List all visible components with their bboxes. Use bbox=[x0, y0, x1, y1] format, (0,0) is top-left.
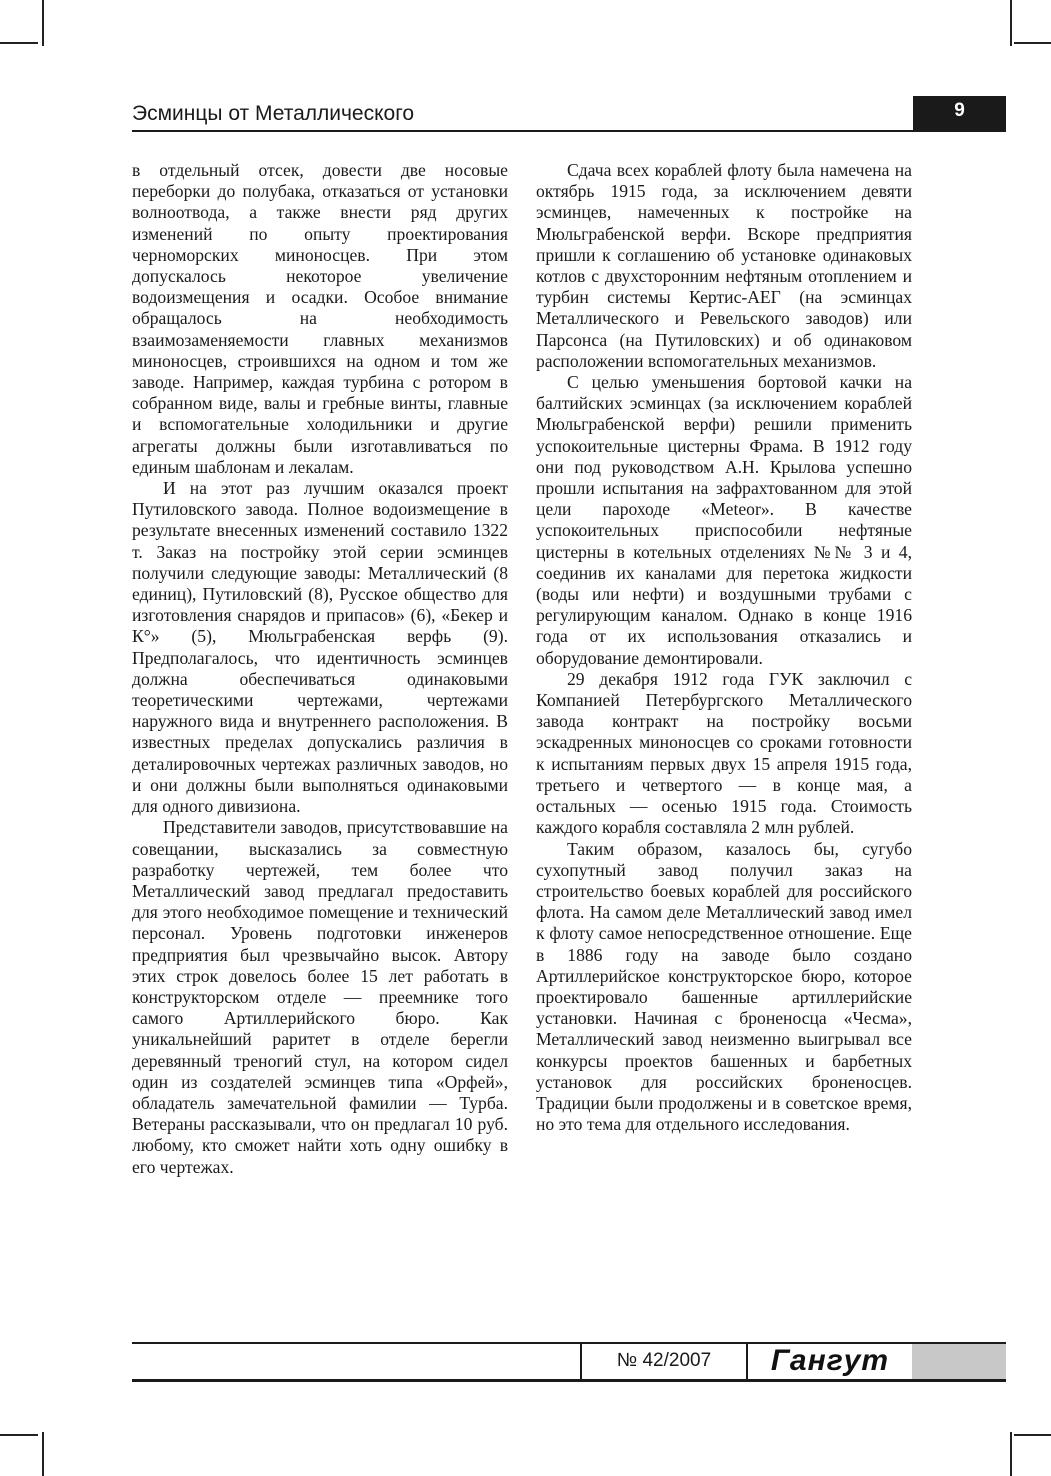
paragraph: Сдача всех кораблей флоту была намечена на октябрь 1915 года, за исключением девяти эсминцев, намеченных к постройке на Мюльграбенской верфи. Вскоре предприятия пришли к соглашению об установке одинаковых котлов с двухсторонним нефтяным отоплением и турбин системы Кертис-АЕГ (на эсминцах Металлического и Ревельского заводов) или Парсонса (на Путиловских) и об одинаковом расположении вспомогательных механизмов. bbox=[536, 160, 912, 371]
crop-mark bbox=[1010, 0, 1012, 46]
paragraph: Представители заводов, присутствовавшие на совещании, высказались за совместную разработку чертежей, тем более что Металлический завод предлагал предоставить для этого необходимое помещение и технический персонал. Уровень подготовки инженеров предприятия был чрезвычайно высок. Автору этих строк довелось более 15 лет работать в конструкторском отделе — преемнике того самого Артиллерийского бюро. Как уникальнейший раритет в отделе берегли деревянный треногий стул, на котором сидел один из создателей эсминцев типа «Орфей», обладатель замечательной фамилии — Турба. Ветераны рассказывали, что он предлагал 10 руб. любому, кто сможет найти хоть одну ошибку в его чертежах. bbox=[132, 817, 508, 1177]
magazine-logo: Гангут bbox=[770, 1344, 890, 1377]
footer-bottom-rule bbox=[132, 1379, 1006, 1382]
right-column bbox=[536, 160, 912, 1135]
footer-gray-block bbox=[912, 1344, 1006, 1380]
page-number: 9 bbox=[913, 96, 1006, 132]
paragraph: Таким образом, казалось бы, сугубо сухопутный завод получил заказ на строительство боевых кораблей для российского флота. На самом деле Металлический завод имел к флоту самое непосредственное отношение. Еще в 1886 году на заводе было создано Артиллерийское конструкторское бюро, которое проектировало башенные артиллерийские установки. Начиная с броненосца «Чесма», Металлический завод неизменно выигрывал все конкурсы проектов башенных и барбетных установок для российских броненосцев. Традиции были продолжены и в советское время, но это тема для отдельного исследования. bbox=[536, 838, 912, 1135]
paragraph: 29 декабря 1912 года ГУК заключил с Компанией Петербургского Металлического завода контракт на постройку восьми эскадренных миноносцев со сроками готовности к испытаниям первых двух 15 апреля 1915 года, третьего и четвертого — в конце мая, а остальных — осенью 1915 года. Стоимость каждого корабля составляла 2 млн рублей. bbox=[536, 668, 912, 838]
paragraph: С целью уменьшения бортовой качки на балтийских эсминцах (за исключением кораблей Мюльграбенской верфи) решили применить успокоительные цистерны Фрама. В 1912 году они под руководством А.Н. Крылова успешно прошли испытания на зафрахтованном для этой цели пароходе «Meteor». В качестве успокоительных приспособили нефтяные цистерны в котельных отделениях №№ 3 и 4, соединив их каналами для перетока жидкости (воды или нефти) и воздушными трубами с регулирующим каналом. Однако в конце 1916 года от их использования отказались и оборудование демонтировали. bbox=[536, 372, 912, 668]
paragraph: в отдельный отсек, довести две носовые переборки до полубака, отказаться от установки волноотвода, а также внести ряд других изменений по опыту проектирования черноморских миноносцев. При этом допускалось некоторое увеличение водоизмещения и осадки. Особое внимание обращалось на необходимость взаимозаменяемости главных механизмов миноносцев, строившихся на одном и том же заводе. Например, каждая турбина с ротором в собранном виде, валы и гребные винты, главные и вспомогательные холодильники и другие агрегаты должны были изготавливаться по единым шаблонам и лекалам. bbox=[132, 160, 508, 477]
running-header bbox=[132, 96, 1006, 132]
paragraph: И на этот раз лучшим оказался проект Путиловского завода. Полное водоизмещение в результате внесенных изменений составило 1322 т. Заказ на постройку этой серии эсминцев получили следующие заводы: Металлический (8 единиц), Путиловский (8), Русское общество для изготовления снарядов и припасов» (6), «Бекер и К°» (5), Мюльграбенская верфь (9). Предполагалось, что идентичность эсминцев должна обеспечиваться одинаковыми теоретическими чертежами, чертежами наружного вида и внутреннего расположения. В известных пределах допускались различия в деталировочных чертежах различных заводов, но и они должны были выполняться одинаковыми для одного дивизиона. bbox=[132, 478, 508, 817]
crop-mark bbox=[1010, 1432, 1012, 1476]
crop-mark bbox=[1014, 1434, 1051, 1436]
crop-mark bbox=[0, 1434, 38, 1436]
header-rule bbox=[132, 130, 1006, 132]
issue-number: № 42/2007 bbox=[616, 1350, 712, 1371]
crop-mark bbox=[1014, 42, 1051, 44]
footer bbox=[132, 1342, 1006, 1382]
crop-mark bbox=[42, 1432, 44, 1476]
crop-mark bbox=[42, 0, 44, 46]
header-title: Эсминцы от Металлического bbox=[132, 102, 415, 125]
crop-mark bbox=[0, 42, 38, 44]
left-column bbox=[132, 160, 508, 1178]
